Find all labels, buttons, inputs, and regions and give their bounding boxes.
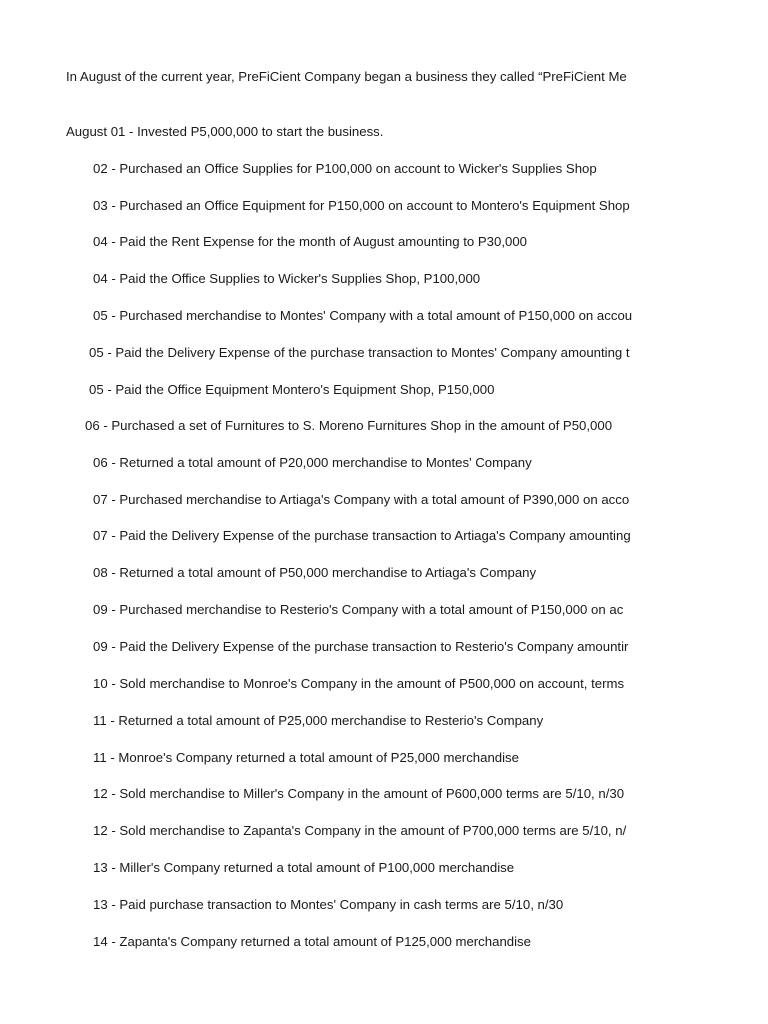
entry-line: 11 - Returned a total amount of P25,000 merchandise to Resterio's Company — [93, 713, 544, 728]
entry-line: 08 - Returned a total amount of P50,000 merchandise to Artiaga's Company — [93, 565, 537, 580]
entry-line: 04 - Paid the Rent Expense for the month of August amounting to P30,000 — [93, 234, 528, 249]
entry-line: 13 - Miller's Company returned a total amount of P100,000 merchandise — [93, 860, 515, 875]
entry-line: 06 - Returned a total amount of P20,000 merchandise to Montes' Company — [93, 455, 532, 470]
entry-line: 07 - Purchased merchandise to Artiaga's Company with a total amount of P390,000 on acco — [93, 492, 630, 507]
entry-line: 05 - Paid the Office Equipment Montero's Equipment Shop, P150,000 — [89, 382, 495, 397]
intro-paragraph: In August of the current year, PreFiCient Company began a business they called “PreFiCient Me — [66, 69, 627, 84]
entry-line: 02 - Purchased an Office Supplies for P100,000 on account to Wicker's Supplies Shop — [93, 161, 597, 176]
entry-line: 04 - Paid the Office Supplies to Wicker's Supplies Shop, P100,000 — [93, 271, 481, 286]
entry-line: 12 - Sold merchandise to Zapanta's Company in the amount of P700,000 terms are 5/10, n/ — [93, 823, 627, 838]
entry-line: 09 - Paid the Delivery Expense of the purchase transaction to Resterio's Company amountir — [93, 639, 629, 654]
entry-line: 06 - Purchased a set of Furnitures to S. Moreno Furnitures Shop in the amount of P50,000 — [85, 418, 613, 433]
entry-line: 05 - Paid the Delivery Expense of the purchase transaction to Montes' Company amounting t — [89, 345, 630, 360]
entry-line: 11 - Monroe's Company returned a total amount of P25,000 merchandise — [93, 750, 519, 765]
entry-line: 07 - Paid the Delivery Expense of the purchase transaction to Artiaga's Company amounting — [93, 528, 631, 543]
entry-line: 09 - Purchased merchandise to Resterio's Company with a total amount of P150,000 on ac — [93, 602, 624, 617]
entry-line: 14 - Zapanta's Company returned a total amount of P125,000 merchandise — [93, 934, 531, 949]
entry-line: 10 - Sold merchandise to Monroe's Company in the amount of P500,000 on account, terms — [93, 676, 625, 691]
entry-line: August 01 - Invested P5,000,000 to start the business. — [66, 124, 384, 139]
entry-line: 05 - Purchased merchandise to Montes' Company with a total amount of P150,000 on accou — [93, 308, 633, 323]
entry-line: 13 - Paid purchase transaction to Montes' Company in cash terms are 5/10, n/30 — [93, 897, 564, 912]
entry-line: 12 - Sold merchandise to Miller's Company in the amount of P600,000 terms are 5/10, n/30 — [93, 786, 625, 801]
entry-line: 03 - Purchased an Office Equipment for P150,000 on account to Montero's Equipment Shop — [93, 198, 630, 213]
